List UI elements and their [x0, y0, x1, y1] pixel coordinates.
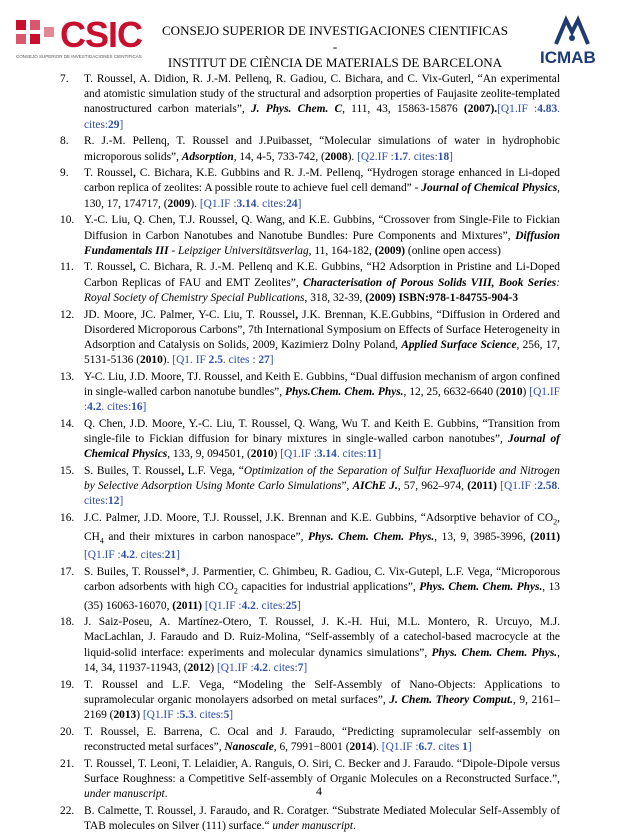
- icmab-logo: [536, 14, 608, 66]
- reference-text: J.C. Palmer, J.D. Moore, T.J. Roussel, J.K. Brennan and K.E. Gubbins, “Adsorptive behavior of CO: [84, 512, 554, 525]
- impact-factor-text: . cites:: [101, 401, 132, 414]
- reference-number: 21.: [60, 757, 75, 770]
- impact-factor-text: 1: [462, 740, 468, 753]
- reference-text: - Leipziger Universitätsverlag: [168, 244, 309, 257]
- impact-factor-text: [Q1.IF :: [142, 708, 180, 721]
- reference-text: 2013: [113, 708, 137, 721]
- reference-list: [62, 72, 560, 836]
- impact-factor-text: 7: [297, 661, 304, 674]
- reference-text: 2010: [499, 386, 523, 399]
- reference-text: ).: [162, 354, 173, 367]
- impact-factor-text: 4.2: [241, 599, 256, 612]
- reference-text: ).: [347, 150, 358, 163]
- impact-factor-text: [Q1.IF :: [84, 549, 121, 562]
- reference-text: J.K. Brennan, K.E.Gubbins, “Diffusion in Ordered and Disordered Microporous Carbons”, 7th International Symposium on Effects of Surface Heterogeneity in Adsorption and Catalysis on Solids, 2009, Kazimierz Dolny Poland,: [84, 308, 560, 351]
- reference-text: 2: [553, 517, 558, 527]
- reference-text: ): [136, 708, 143, 721]
- impact-factor-text: [Q1.IF :: [199, 197, 237, 210]
- impact-factor-text: 3.14: [236, 197, 257, 210]
- impact-factor-text: 6.7: [418, 740, 433, 753]
- reference-number: 7.: [60, 73, 69, 85]
- reference-text: 2010: [250, 448, 274, 461]
- impact-factor-text: 25: [285, 599, 297, 612]
- reference-text: Applied Surface Science: [401, 338, 517, 351]
- reference-text: (2007).: [463, 103, 498, 116]
- impact-factor-text: [Q1.IF :: [280, 448, 317, 461]
- impact-factor-text: 4.2: [253, 661, 268, 674]
- impact-factor-text: . cites:: [193, 708, 224, 721]
- reference-number: 15.: [60, 465, 75, 478]
- impact-factor-text: 12: [108, 495, 120, 508]
- reference-text: Q. Chen, J.D. Moore, Y.-C. Liu, T. Roussel, Q. Wang, Wu T. and Keith E. Gubbins, “Transition from single-file to Fickian diffusion for binary mixtures in single-walled carbon nanotubes”,: [84, 417, 560, 446]
- impact-factor-text: 27: [258, 354, 270, 367]
- reference-text: J. Saiz-Poseu, A. Martínez-Otero, T. Roussel, J. K.-H. Hui, M.L. Montero, R. Urcuyo, M.J. MacLachlan, J. Faraudo and D. Ruiz-Molina, “Self-assembly of a catechol-based macrocycle at the liquid-solid interface: experiments and molecular dynamics simulations”,: [84, 616, 560, 659]
- reference-text: (online open access): [405, 244, 501, 257]
- reference-text: , 6, 7991−8001 (: [273, 740, 350, 753]
- reference-text: , 11, 164-182,: [308, 244, 375, 257]
- reference-text: , 57, 962–974,: [397, 480, 468, 493]
- reference-text: T. Roussel: [84, 167, 133, 180]
- icmab-logo-text: ICMAB: [540, 48, 596, 67]
- reference-item: [62, 464, 560, 510]
- reference-number: 17.: [60, 565, 75, 578]
- reference-text: , 14, 4-5, 733-742, (: [233, 150, 325, 163]
- reference-item: [62, 134, 560, 164]
- impact-factor-text: [Q1.IF :: [204, 599, 242, 612]
- reference-text: , 13, 9, 3985-3996,: [434, 530, 531, 543]
- impact-factor-text: ]: [119, 495, 124, 508]
- page-header: [0, 0, 638, 70]
- reference-text: S. Builes, T. Roussel: [84, 465, 182, 478]
- reference-item: [62, 615, 560, 676]
- csic-emblem-icon: [14, 18, 56, 52]
- reference-number: 12.: [60, 308, 75, 321]
- impact-factor-text: ]: [229, 708, 234, 721]
- reference-text: under manuscript: [84, 787, 165, 800]
- impact-factor-text: 4.83: [537, 103, 558, 116]
- impact-factor-text: [Q2.IF :: [357, 150, 394, 163]
- reference-text: , 133, 9, 094501, (: [167, 448, 251, 461]
- reference-text: capacities for industrial applications”,: [237, 581, 420, 594]
- impact-factor-text: [Q1.IF :: [217, 661, 254, 674]
- reference-text: , 12, 25, 6632-6640 (: [403, 386, 500, 399]
- reference-text: R. J.-M. Pellenq, T. Roussel and J.Puibasset, “Molecular simulations of water in hydrophobic microporous solids”,: [84, 135, 560, 163]
- impact-factor-text: [Q1.IF :: [497, 103, 538, 116]
- reference-text: ): [522, 386, 530, 399]
- header-title-line2: INSTITUT DE CIÈNCIA DE MATERIALS DE BARCELONA: [167, 55, 503, 70]
- reference-item: [62, 725, 560, 755]
- reference-text: Journal of Chemical Physics: [421, 182, 558, 195]
- reference-number: 13.: [60, 370, 75, 383]
- reference-text: , 111, 43, 15863-15876: [342, 103, 464, 116]
- impact-factor-text: . cites:: [255, 599, 286, 612]
- impact-factor-text: 1.7: [393, 150, 409, 163]
- reference-number: 20.: [60, 725, 75, 738]
- impact-factor-text: ]: [296, 599, 301, 612]
- reference-text: , CH: [84, 512, 560, 543]
- reference-text: C. Bichara, R. J.-M. Pellenq and K.E. Gubbins, “H2 Adsorption in Pristine and Li-Doped Carbon Replicas of FAU and EMT Zeolites”,: [84, 261, 560, 289]
- impact-factor-text: 3.14: [316, 448, 337, 461]
- reference-text: ,: [132, 167, 136, 180]
- reference-text: T. Roussel: [84, 261, 133, 274]
- reference-text: , 14, 34, 11937-11943, (: [84, 646, 560, 674]
- impact-factor-text: 21: [164, 549, 177, 562]
- reference-text: Y-C. Liu, J.D. Moore, TJ. Roussel, and Keith E. Gubbins, “Dual diffusion mechanism of argon confined in single-walled carbon nanotube bundles”,: [84, 370, 560, 399]
- reference-text: ,: [181, 465, 185, 478]
- reference-text: ”,: [341, 480, 353, 493]
- reference-text: T. Roussel and L.F. Vega, “Modeling the Self-Assembly of Nano-Objects: Applications to supramolecular organic monolayers adsorbed on metal surfaces”,: [84, 678, 560, 706]
- impact-factor-text: . cites:: [134, 549, 165, 562]
- reference-text: J. Chem. Theory Comput.: [389, 693, 513, 706]
- impact-factor-text: . cites:: [256, 197, 287, 210]
- reference-number: 22.: [60, 804, 75, 817]
- impact-factor-text: ]: [297, 197, 302, 210]
- impact-factor-text: [Q1.IF :: [500, 480, 538, 493]
- reference-number: 18.: [60, 616, 75, 629]
- reference-text: T. Roussel, T. Leoni, T. Lelaidier, A. Ranguis, O. Siri, C. Becker and J. Faraudo. “Dipole-Dipole versus Surface Roughness: a Competitive Self-assembly of Organic Molecules on a Reconstructed Surface.”,: [84, 757, 560, 785]
- reference-item: [62, 417, 560, 463]
- impact-factor-text: . cites :: [222, 354, 259, 367]
- reference-text: 2009: [167, 197, 191, 210]
- reference-text: Phys. Chem. Chem. Phys.: [307, 530, 435, 543]
- reference-text: Diffusion Fundamentals III: [84, 229, 560, 257]
- impact-factor-text: ]: [303, 661, 308, 674]
- reference-text: : Royal Society of Chemistry Special Publications: [84, 276, 560, 304]
- impact-factor-text: 29: [108, 118, 120, 131]
- impact-factor-text: ]: [176, 549, 180, 562]
- reference-text: (2011): [467, 480, 497, 493]
- impact-factor-text: ]: [467, 740, 472, 753]
- reference-text: L.F. Vega, “: [184, 465, 244, 478]
- reference-number: 11.: [60, 261, 74, 274]
- impact-factor-text: 16: [131, 401, 143, 414]
- reference-number: 9.: [60, 167, 69, 180]
- impact-factor-text: [Q1.IF :: [381, 740, 419, 753]
- reference-text: .: [164, 787, 168, 800]
- impact-factor-text: . cites:: [408, 150, 438, 163]
- reference-text: Phys. Chem. Chem. Phys.: [431, 646, 558, 659]
- reference-text: ,: [295, 308, 299, 321]
- reference-number: 8.: [60, 135, 69, 148]
- reference-text: Journal of Chemical Physics: [84, 433, 560, 461]
- impact-factor-text: . cites:: [336, 448, 367, 461]
- impact-factor-text: . cites:: [84, 103, 560, 131]
- reference-number: 14.: [60, 417, 75, 430]
- impact-factor-text: ]: [269, 354, 274, 367]
- impact-factor-text: 2.58: [537, 480, 558, 493]
- impact-factor-text: . cites:: [84, 480, 561, 508]
- header-title-line1: CONSEJO SUPERIOR DE INVESTIGACIONES CIENTIFICAS -: [162, 23, 508, 54]
- impact-factor-text: 4.2: [87, 401, 102, 414]
- header-title: [160, 23, 510, 71]
- csic-logo-text: CSIC: [60, 14, 143, 55]
- reference-text: ,: [132, 261, 136, 274]
- reference-item: [62, 260, 560, 306]
- reference-text: 2: [233, 586, 238, 596]
- csic-logo: [14, 14, 164, 59]
- impact-factor-text: 24: [286, 197, 298, 210]
- impact-factor-text: 4.2: [120, 549, 135, 562]
- impact-factor-text: ]: [142, 401, 147, 414]
- reference-text: (2011): [530, 530, 560, 543]
- reference-item: [62, 213, 560, 259]
- reference-text: ): [273, 448, 281, 461]
- impact-factor-text: ]: [119, 118, 124, 131]
- impact-factor-text: 5.3: [179, 708, 194, 721]
- reference-item: [62, 308, 560, 369]
- reference-text: ): [210, 661, 217, 674]
- reference-text: , 13 (35) 16063-16070,: [84, 581, 560, 612]
- reference-text: S. Builes, T. Roussel*, J. Parmentier, C. Ghimbeu, R. Gadiou, C. Vix-Gutерl, L.F. Vega, “Microporous carbon adsorbents with high CO: [84, 565, 560, 594]
- reference-text: 2010: [140, 354, 163, 367]
- impact-factor-text: 5: [223, 708, 230, 721]
- reference-text: Nanoscale: [224, 740, 274, 753]
- reference-text: , 130, 17, 174717, (: [84, 182, 561, 210]
- impact-factor-text: [Q1.IF :: [84, 386, 560, 414]
- icmab-emblem-icon: [536, 14, 608, 48]
- reference-text: under manuscript: [272, 819, 354, 832]
- reference-text: , 9, 2161–2169 (: [84, 693, 560, 721]
- reference-text: , 256, 17, 5131-5136 (: [84, 338, 560, 367]
- reference-text: (2011): [172, 599, 203, 612]
- reference-item: [62, 166, 560, 212]
- reference-text: , 318, 32-39,: [304, 291, 366, 304]
- reference-item: [62, 804, 560, 834]
- reference-item: [62, 370, 560, 416]
- reference-text: T. Roussel, E. Barrena, C. Ocal and J. Faraudo, “Predicting supramolecular self-assembly on reconstructed metal surfaces”,: [84, 725, 560, 753]
- reference-text: Adsorption: [181, 150, 234, 163]
- reference-text: JD. Moore, JC. Palmer, Y-C. Liu, T. Roussel: [84, 308, 296, 321]
- reference-number: 10.: [60, 214, 75, 227]
- reference-item: [62, 678, 560, 724]
- reference-number: 16.: [60, 512, 75, 525]
- reference-text: ).: [190, 197, 200, 210]
- reference-text: Phys. Chem. Chem. Phys.: [419, 581, 543, 594]
- reference-text: (2009): [365, 291, 396, 304]
- impact-factor-text: ]: [377, 448, 382, 461]
- reference-item: [62, 511, 560, 563]
- reference-item: [62, 72, 560, 133]
- reference-text: 4: [99, 535, 104, 545]
- reference-text: C. Bichara, K.E. Gubbins and R. J.-M. Pellenq, “Hydrogen storage enhanced in Li-doped carbon replica of zeolites: A possible route to achieve fuel cell demand” -: [84, 167, 560, 195]
- impact-factor-text: 11: [366, 448, 378, 461]
- reference-text: 2008: [324, 150, 348, 163]
- csic-logo-subtitle: CONSEJO SUPERIOR DE INVESTIGACIONES CIENTÍFICAS: [16, 54, 142, 59]
- reference-text: 2014: [349, 740, 373, 753]
- reference-number: 19.: [60, 678, 75, 691]
- reference-text: ).: [372, 740, 382, 753]
- reference-text: J. Phys. Chem. C: [250, 103, 343, 116]
- impact-factor-text: . cites:: [267, 661, 298, 674]
- reference-text: and their mixtures in carbon nanospace”,: [103, 530, 308, 543]
- impact-factor-text: . cites: [432, 740, 463, 753]
- reference-text: ISBN:978-1-84755-904-3: [398, 291, 519, 304]
- reference-text: Optimization of the Separation of Sulfur Hexafluoride and Nitrogen by Selective Adsorption Using Monte Carlo Simulations: [84, 465, 561, 493]
- reference-text: Phys.Chem. Chem. Phys.: [285, 386, 404, 399]
- page-number: 4: [316, 784, 322, 798]
- reference-text: .: [353, 819, 356, 832]
- impact-factor-text: [Q1. IF: [172, 354, 209, 367]
- reference-item: [62, 565, 560, 614]
- reference-text: B. Calmette, T. Roussel, J. Faraudo, and R. Coratger. “Substrate Mediated Molecular Self-Assembly of TAB molecules on Silver (111) surface.“: [84, 804, 560, 832]
- reference-text: 2012: [187, 661, 211, 674]
- reference-text: T. Roussel, A. Didion, R. J.-M. Pellenq, R. Gadiou, C. Bichara, and C. Vix-Guterl, “An experimental and atomistic simulation study of the structural and adsorption properties of Faujasite zeolite-templated nanostructured carbon materials”,: [84, 73, 560, 116]
- reference-text: AIChE J.: [352, 480, 398, 493]
- impact-factor-text: 2.5: [208, 354, 223, 367]
- impact-factor-text: 18: [437, 150, 450, 163]
- reference-text: Characterisation of Porous Solids VIII, Book Series: [303, 276, 557, 289]
- reference-text: (2009): [374, 244, 406, 257]
- reference-text: Y.-C. Liu, Q. Chen, T.J. Roussel, Q. Wang, and K.E. Gubbins, “Crossover from Single-File to Fickian Diffusion in Carbon Nanotubes and Nanotube Bundles: Pure Components and Mixtures”,: [84, 214, 560, 242]
- impact-factor-text: ]: [449, 150, 453, 163]
